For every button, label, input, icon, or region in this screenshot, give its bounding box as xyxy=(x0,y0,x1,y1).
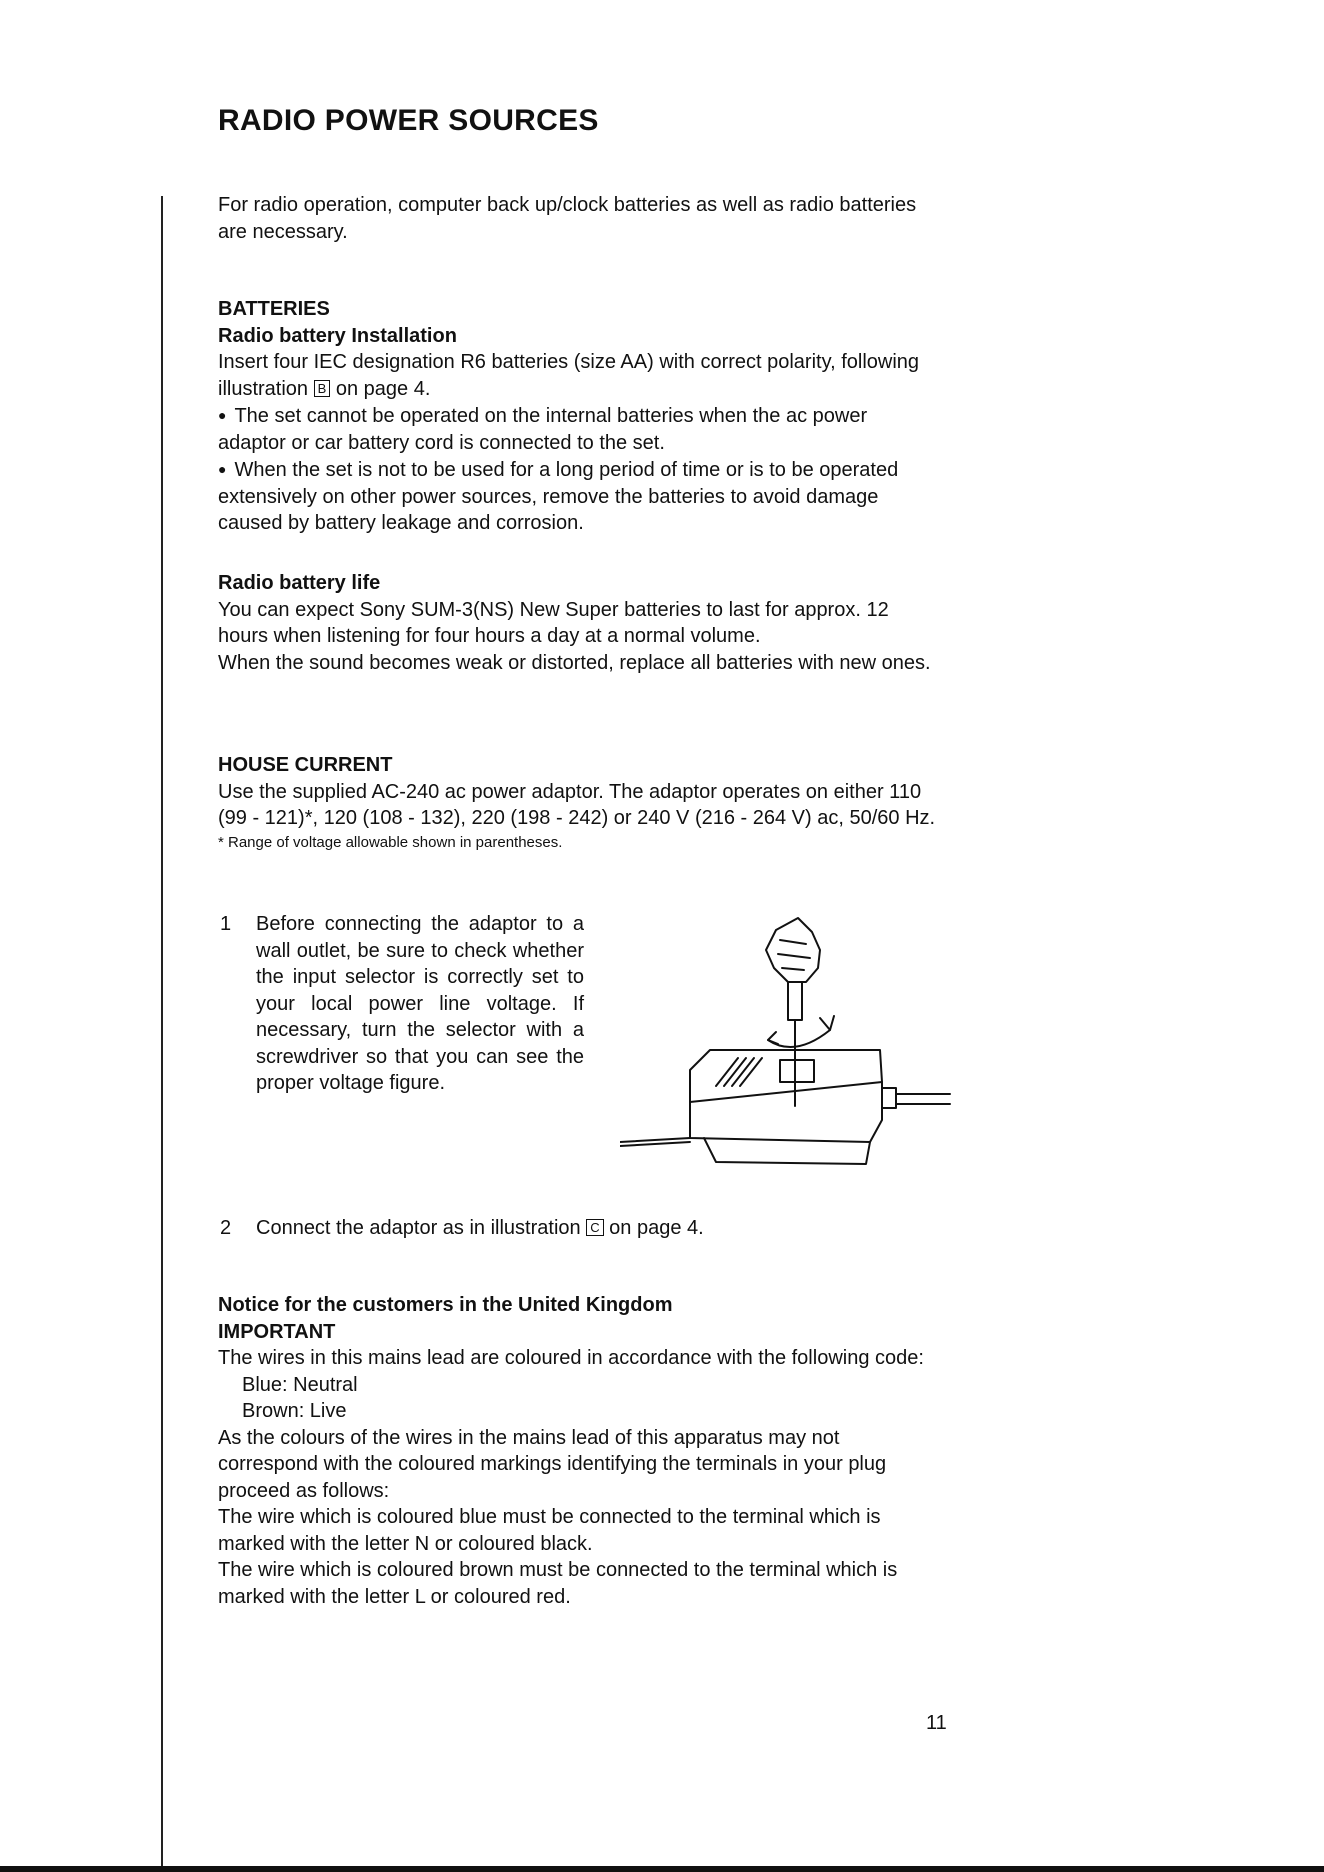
illustration-ref-b: B xyxy=(314,380,331,397)
adaptor-illustration xyxy=(620,910,960,1200)
house-current-text: Use the supplied AC-240 ac power adaptor. The adaptor operates on either 110 (99 - 121)*, 120 (108 - 132), 220 (198 - 242) or 240 V (216 - 264 V) ac, 50/60 Hz. xyxy=(218,780,936,829)
dc-cord-edge xyxy=(620,1142,690,1146)
step-2-text-2: on page 4. xyxy=(609,1217,704,1239)
dc-cord xyxy=(620,1138,690,1142)
battery-life-section xyxy=(218,570,940,676)
intro-text: For radio operation, computer back up/clock batteries as well as radio batteries are necessary. xyxy=(218,194,917,243)
install-text-1: Insert four IEC designation R6 batteries (size AA) with correct polarity, following illustration xyxy=(218,351,920,400)
uk-notice-heading: Notice for the customers in the United Kingdom xyxy=(218,1294,673,1316)
important-label: IMPORTANT xyxy=(218,1320,336,1343)
bullet-item: ● When the set is not to be used for a long period of time or is to be operated extensively on other power sources, remove the batteries to avoid damage caused by battery leakage and corrosion. xyxy=(218,456,940,537)
rotation-arrow-head-right xyxy=(820,1016,834,1030)
voltage-footnote: * Range of voltage allowable shown in parentheses. xyxy=(218,833,563,851)
battery-life-text: You can expect Sony SUM-3(NS) New Super batteries to last for approx. 12 hours when listening for four hours a day at a normal volume. xyxy=(218,598,889,647)
uk-notice-text: The wire which is coloured brown must be connected to the terminal which is marked with the letter L or coloured red. xyxy=(218,1559,898,1608)
install-heading: Radio battery Installation xyxy=(218,324,457,347)
step-2-number: 2 xyxy=(220,1217,232,1239)
rotation-arrow-head-left xyxy=(768,1032,778,1044)
adaptor-top xyxy=(690,1050,882,1102)
ac-cord xyxy=(896,1094,950,1104)
uk-notice-section xyxy=(218,1292,940,1610)
ac-cord-plug xyxy=(882,1088,896,1108)
uk-notice-text: The wire which is coloured blue must be connected to the terminal which is marked with the letter N or coloured black. xyxy=(218,1506,881,1555)
batteries-section xyxy=(218,296,940,537)
hand-shape xyxy=(766,918,820,982)
house-current-heading: HOUSE CURRENT xyxy=(218,754,393,776)
finger-lines xyxy=(778,940,810,970)
illustration-ref-c: C xyxy=(586,1219,603,1236)
install-paragraph xyxy=(218,349,940,402)
batteries-heading: BATTERIES xyxy=(218,298,330,320)
screwdriver-handle xyxy=(788,982,802,1020)
step-2-text-1: Connect the adaptor as in illustration xyxy=(256,1217,581,1239)
voltage-selector xyxy=(780,1060,814,1082)
wire-code-brown: Brown: Live xyxy=(242,1400,347,1422)
battery-life-heading: Radio battery life xyxy=(218,572,381,594)
bullet-item: ● The set cannot be operated on the internal batteries when the ac power adaptor or car battery cord is connected to the set. xyxy=(218,402,940,456)
vent-lines xyxy=(716,1058,762,1086)
step-1-number: 1 xyxy=(220,913,232,935)
house-current-section xyxy=(218,752,940,854)
intro-paragraph xyxy=(218,192,940,245)
uk-notice-text: As the colours of the wires in the mains lead of this apparatus may not correspond with the coloured markings identifying the terminals in your plug proceed as follows: xyxy=(218,1426,887,1502)
uk-notice-text: The wires in this mains lead are coloured in accordance with the following code: xyxy=(218,1347,924,1369)
step-1-text: Before connecting the adaptor to a wall outlet, be sure to check whether the input selector is correctly set to your local power line voltage. If necessary, turn the selector with a screwdriver so that you can see the proper voltage figure. xyxy=(256,913,584,1094)
step-2-text xyxy=(256,1215,936,1242)
page-number: 11 xyxy=(926,1712,947,1734)
battery-life-text: When the sound becomes weak or distorted, replace all batteries with new ones. xyxy=(218,651,931,674)
wire-code-blue: Blue: Neutral xyxy=(242,1373,358,1396)
page-title: RADIO POWER SOURCES xyxy=(218,104,599,137)
install-text-2: on page 4. xyxy=(335,377,431,400)
